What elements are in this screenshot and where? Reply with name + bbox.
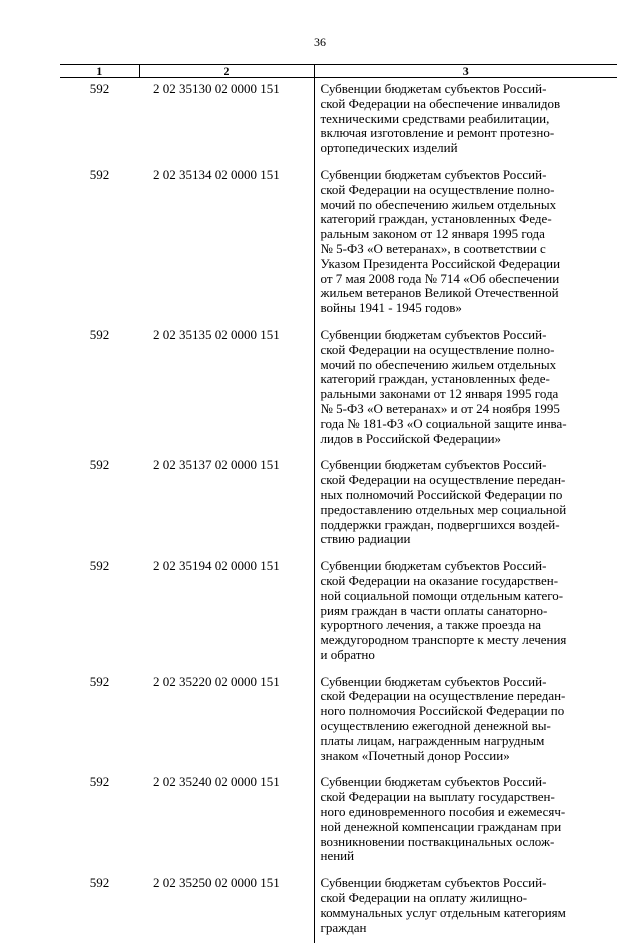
admin-code-cell: 592 (60, 555, 139, 671)
revenue-name-text: Субвенции бюджетам субъектов Россий- ской Федерации на оплату жилищно- коммунальных услуг отдельным категориям граждан (321, 876, 614, 935)
revenue-name-text: Субвенции бюджетам субъектов Россий- ской Федерации на выплату государствен- ного единовременного пособия и ежемесяч- ной денежной компенсации гражданам при возникновении поствакцинальных ослож- нений (321, 775, 614, 864)
kbk-code-cell: 2 02 35134 02 0000 151 (139, 164, 314, 324)
revenue-name-cell (314, 872, 617, 943)
table-row (60, 454, 617, 555)
revenue-name-text: Субвенции бюджетам субъектов Россий- ской Федерации на обеспечение инвалидов техническими средствами реабилитации, включая изготовление и ремонт протезно- ортопедических изделий (321, 82, 614, 156)
column-header-1: 1 (60, 65, 139, 78)
revenue-name-cell (314, 555, 617, 671)
admin-code-cell: 592 (60, 78, 139, 164)
table-row (60, 771, 617, 872)
revenue-name-cell (314, 324, 617, 454)
table-row (60, 324, 617, 454)
table-row (60, 78, 617, 164)
revenue-name-cell (314, 671, 617, 772)
table-body (60, 78, 617, 943)
admin-code-cell: 592 (60, 771, 139, 872)
admin-code-cell: 592 (60, 872, 139, 943)
table-row (60, 671, 617, 772)
revenue-name-cell (314, 78, 617, 164)
budget-classification-table (60, 64, 617, 943)
revenue-name-cell (314, 771, 617, 872)
kbk-code-cell: 2 02 35137 02 0000 151 (139, 454, 314, 555)
table-header-row (60, 65, 617, 78)
revenue-name-cell (314, 454, 617, 555)
revenue-name-text: Субвенции бюджетам субъектов Россий- ской Федерации на осуществление полно- мочий по обеспечению жильем отдельных категорий граждан, установленных феде- ральными законами от 12 января 1995 года № 5-ФЗ «О ветеранах» и от 24 ноября 1995 года № 181-ФЗ «О социальной защите инва- лидов в Российской Федерации» (321, 328, 614, 446)
revenue-name-cell (314, 164, 617, 324)
kbk-code-cell: 2 02 35220 02 0000 151 (139, 671, 314, 772)
revenue-name-text: Субвенции бюджетам субъектов Россий- ской Федерации на осуществление полно- мочий по обеспечению жильем отдельных категорий граждан, установленных Феде- ральным законом от 12 января 1995 года № 5-ФЗ «О ветеранах», в соответствии с Указом Президента Российской Федерации от 7 мая 2008 года № 714 «Об обеспечении жильем ветеранов Великой Отечественной войны 1941 - 1945 годов» (321, 168, 614, 316)
revenue-name-text: Субвенции бюджетам субъектов Россий- ской Федерации на оказание государствен- ной социальной помощи отдельным катего- риям граждан в части оплаты санаторно- курортного лечения, а также проезда на междугородном транспорте к месту лечения и обратно (321, 559, 614, 663)
kbk-code-cell: 2 02 35194 02 0000 151 (139, 555, 314, 671)
page-number: 36 (0, 35, 640, 50)
table-row (60, 164, 617, 324)
kbk-code-cell: 2 02 35250 02 0000 151 (139, 872, 314, 943)
kbk-code-cell: 2 02 35130 02 0000 151 (139, 78, 314, 164)
column-header-3: 3 (314, 65, 617, 78)
column-header-2: 2 (139, 65, 314, 78)
table-row (60, 555, 617, 671)
revenue-name-text: Субвенции бюджетам субъектов Россий- ской Федерации на осуществление передан- ного полномочия Российской Федерации по осуществлению ежегодной денежной вы- платы лицам, награжденным нагрудным знаком «Почетный донор России» (321, 675, 614, 764)
admin-code-cell: 592 (60, 454, 139, 555)
kbk-code-cell: 2 02 35240 02 0000 151 (139, 771, 314, 872)
revenue-name-text: Субвенции бюджетам субъектов Россий- ской Федерации на осуществление передан- ных полномочий Российской Федерации по предоставлению отдельных мер социальной поддержки граждан, подвергшихся воздей- ствию радиации (321, 458, 614, 547)
admin-code-cell: 592 (60, 164, 139, 324)
kbk-code-cell: 2 02 35135 02 0000 151 (139, 324, 314, 454)
admin-code-cell: 592 (60, 671, 139, 772)
admin-code-cell: 592 (60, 324, 139, 454)
table-row (60, 872, 617, 943)
